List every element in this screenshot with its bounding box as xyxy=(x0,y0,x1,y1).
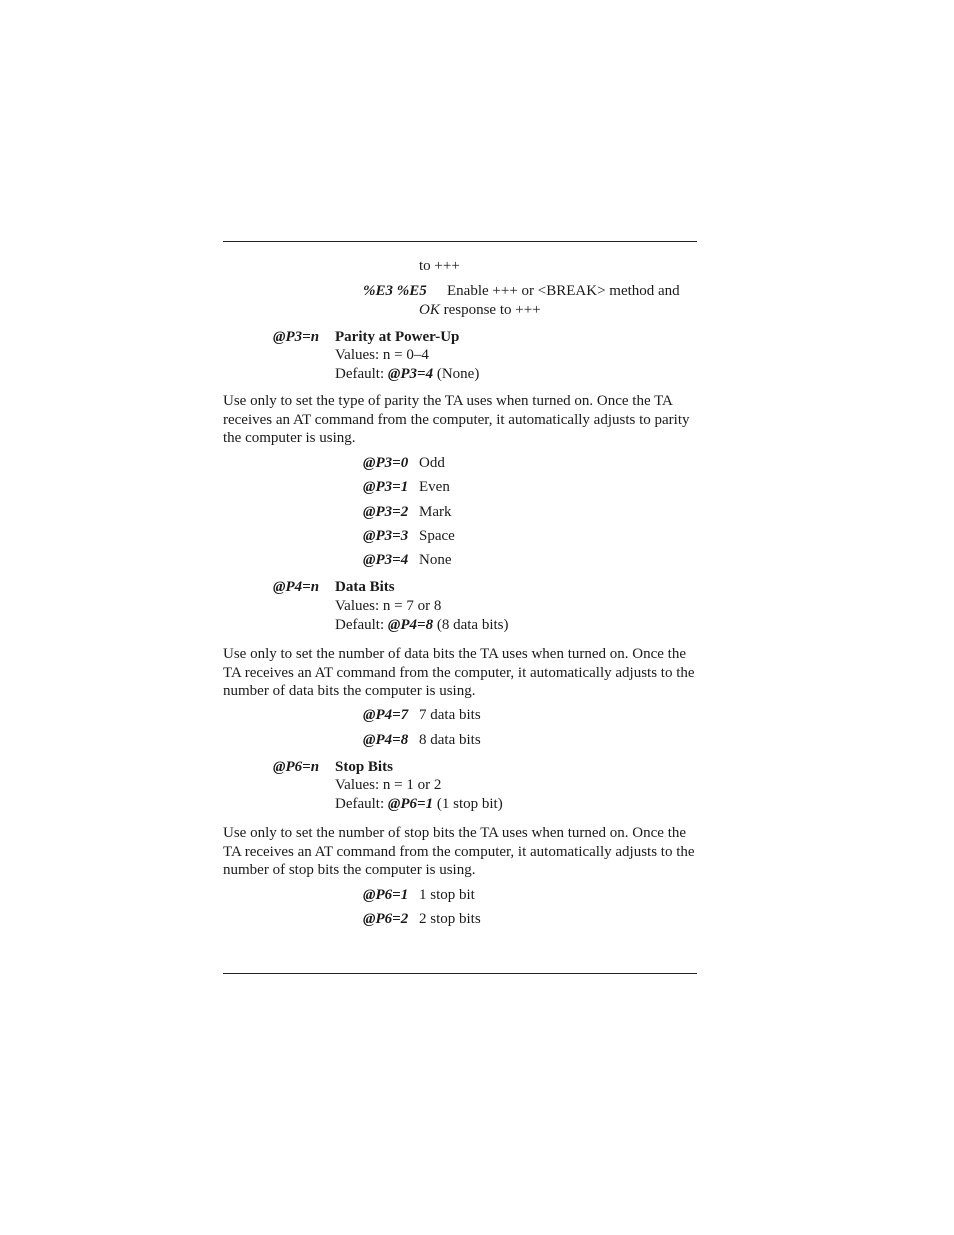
p3-option-1-command: @P3=1 xyxy=(363,479,409,495)
e3-e5-command: %E3 %E5 xyxy=(363,283,427,299)
top-rule xyxy=(223,241,697,242)
p3-command: @P3=n xyxy=(273,329,320,345)
p4-option-0-desc: 7 data bits xyxy=(419,707,481,723)
p4-default-command: @P4=8 xyxy=(387,617,434,633)
p4-values: Values: n = 7 or 8 xyxy=(335,598,442,614)
p6-values: Values: n = 1 or 2 xyxy=(335,777,442,793)
p4-default-prefix: Default: xyxy=(335,617,388,633)
ok-response-text: OK xyxy=(419,302,440,318)
p3-option-3-command: @P3=3 xyxy=(363,528,409,544)
e3-e5-description-line2 xyxy=(419,301,541,320)
e3-e5-description-line1: Enable +++ or <BREAK> method and xyxy=(447,283,680,299)
response-text: response to +++ xyxy=(439,302,541,318)
p4-command: @P4=n xyxy=(273,579,320,595)
bottom-rule xyxy=(223,973,697,974)
p3-default-command: @P3=4 xyxy=(387,366,434,382)
p3-option-1-desc: Even xyxy=(419,479,450,495)
p3-title: Parity at Power-Up xyxy=(335,329,460,345)
p6-description: Use only to set the number of stop bits the TA uses when turned on. Once the TA receives an AT command from the computer, it automatically adjusts to the number of stop bits the computer is using. xyxy=(223,825,695,879)
p3-default-prefix: Default: xyxy=(335,366,388,382)
p3-option-0-command: @P3=0 xyxy=(363,455,409,471)
p4-option-0-command: @P4=7 xyxy=(363,707,409,723)
p3-option-2-command: @P3=2 xyxy=(363,504,409,520)
p3-values: Values: n = 0–4 xyxy=(335,347,429,363)
continuation-line: to +++ xyxy=(419,258,460,274)
p6-option-1-command: @P6=2 xyxy=(363,911,409,927)
p6-default-prefix: Default: xyxy=(335,796,388,812)
p4-option-1-desc: 8 data bits xyxy=(419,732,481,748)
p6-title: Stop Bits xyxy=(335,759,393,775)
p6-default-command: @P6=1 xyxy=(387,796,434,812)
p3-description: Use only to set the type of parity the TA uses when turned on. Once the TA receives an AT command from the computer, it automatically adjusts to parity the computer is using. xyxy=(223,393,690,447)
p3-option-3-desc: Space xyxy=(419,528,455,544)
p3-option-0-desc: Odd xyxy=(419,455,445,471)
p4-title: Data Bits xyxy=(335,579,395,595)
p6-command: @P6=n xyxy=(273,759,320,775)
p4-option-1-command: @P4=8 xyxy=(363,732,409,748)
p3-option-4-desc: None xyxy=(419,552,452,568)
p6-default xyxy=(335,795,503,814)
p6-option-0-desc: 1 stop bit xyxy=(419,887,475,903)
p6-default-suffix: (1 stop bit) xyxy=(433,796,503,812)
p3-default-suffix: (None) xyxy=(433,366,480,382)
p6-option-1-desc: 2 stop bits xyxy=(419,911,481,927)
p3-option-2-desc: Mark xyxy=(419,504,452,520)
p4-default xyxy=(335,616,509,635)
p4-default-suffix: (8 data bits) xyxy=(433,617,509,633)
p3-option-4-command: @P3=4 xyxy=(363,552,409,568)
p3-default xyxy=(335,365,479,384)
p6-option-0-command: @P6=1 xyxy=(363,887,409,903)
p4-description: Use only to set the number of data bits the TA uses when turned on. Once the TA receives an AT command from the computer, it automatically adjusts to the number of data bits the computer is using. xyxy=(223,646,695,700)
